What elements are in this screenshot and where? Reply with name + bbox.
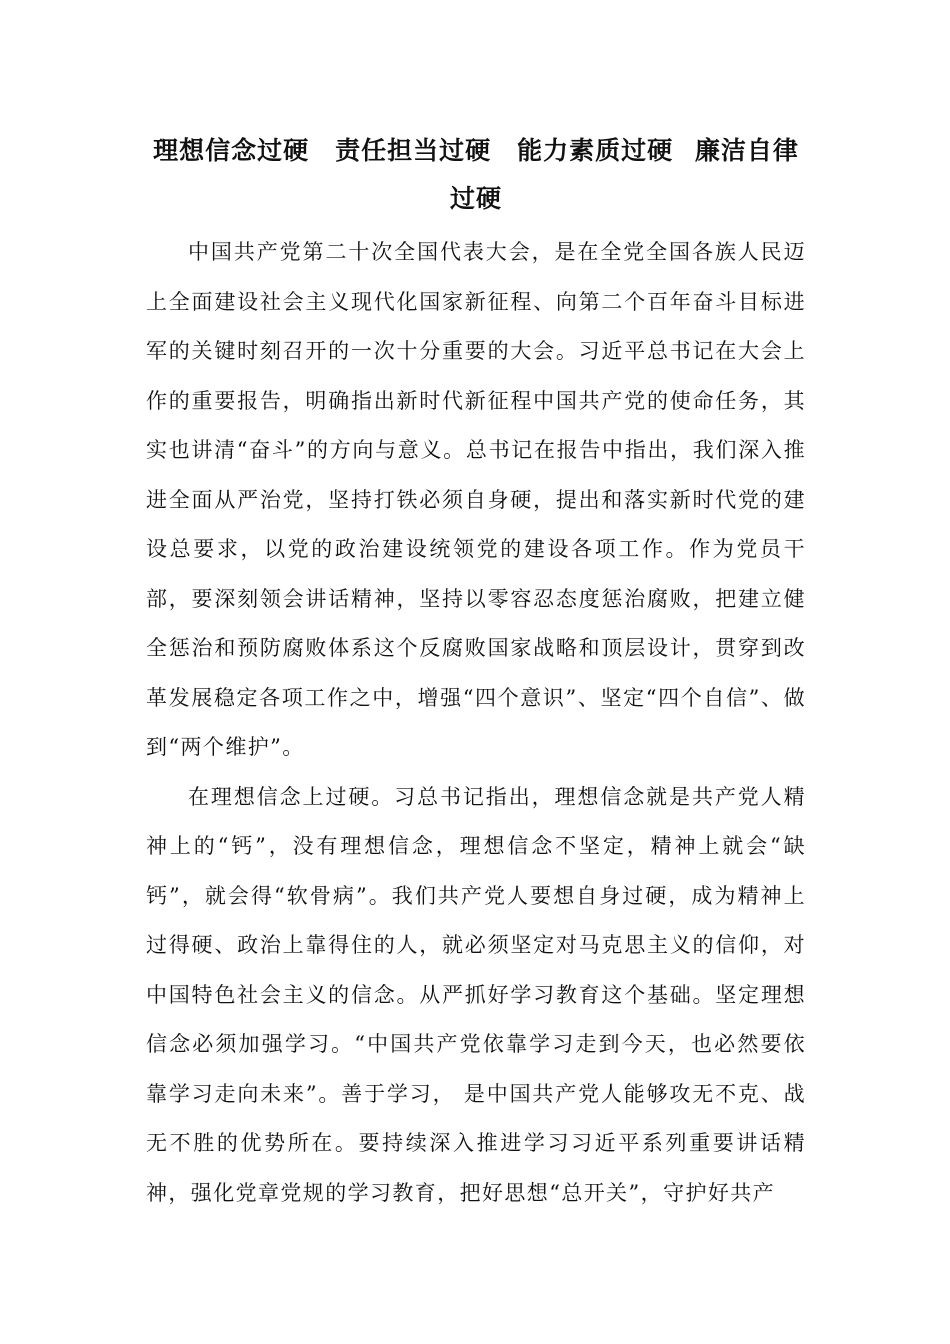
document-body: [146, 228, 806, 1218]
body-paragraph: 在理想信念上过硬。习总书记指出，理想信念就是共产党人精神上的“钙”，没有理想信念，理想信念不坚定，精神上就会“缺钙”，就会得“软骨病”。我们共产党人要想自身过硬，成为精神上过得硬、政治上靠得住的人，就必须坚定对马克思主义的信仰，对中国特色社会主义的信念。从严抓好学习教育这个基础。坚定理想信念必须加强学习。“中国共产党依靠学习走到今天，也必然要依靠学习走向未来”。善于学习， 是中国共产党人能够攻无不克、战无不胜的优势所在。要持续深入推进学习习近平系列重要讲话精神，强化党章党规的学习教育，把好思想“总开关”，守护好共产: [146, 784, 806, 1205]
body-paragraph: 中国共产党第二十次全国代表大会，是在全党全国各族人民迈上全面建设社会主义现代化国家新征程、向第二个百年奋斗目标进军的关键时刻召开的一次十分重要的大会。习近平总书记在大会上作的重要报告，明确指出新时代新征程中国共产党的使命任务，其实也讲清“奋斗”的方向与意义。总书记在报告中指出，我们深入推进全面从严治党，坚持打铁必须自身硬，提出和落实新时代党的建设总要求，以党的政治建设统领党的建设各项工作。作为党员干部，要深刻领会讲话精神，坚持以零容忍态度惩治腐败，把建立健全惩治和预防腐败体系这个反腐败国家战略和顶层设计，贯穿到改革发展稳定各项工作之中，增强“四个意识”、坚定“四个自信”、做到“两个维护”。: [146, 240, 806, 759]
document-title: 理想信念过硬 责任担当过硬 能力素质过硬 廉洁自律过硬: [153, 136, 799, 213]
